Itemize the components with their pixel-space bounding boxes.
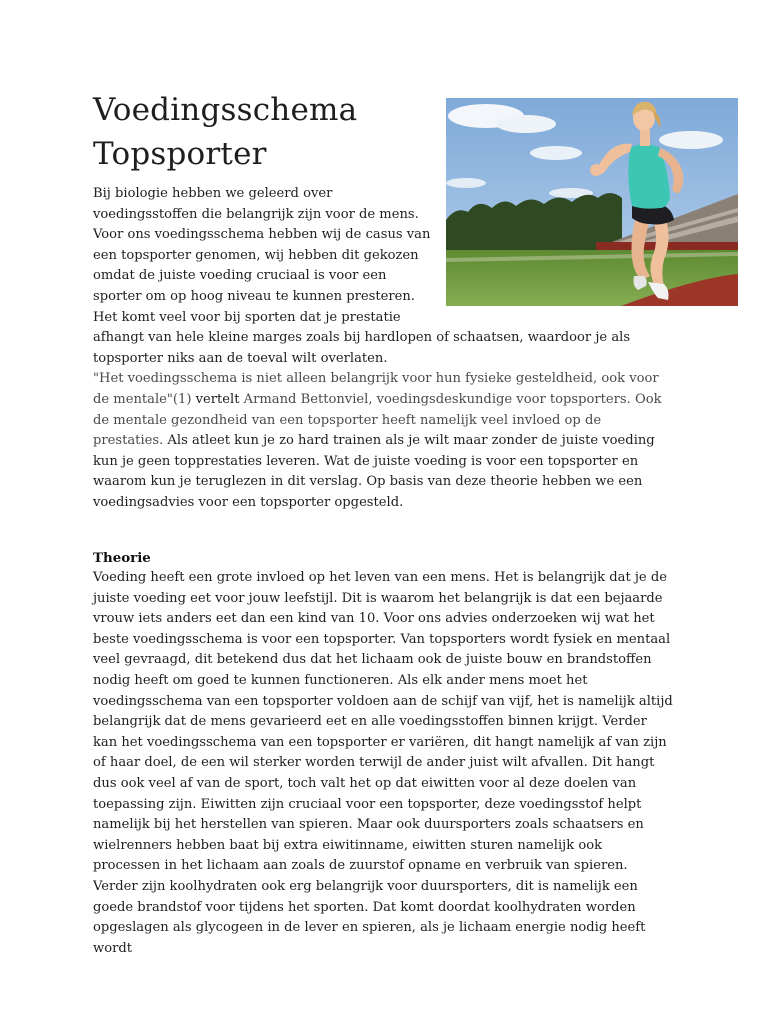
theory-paragraph: Voeding heeft een grote invloed op het leven van een mens. Het is belangrijk dat je de juiste voeding eet voor jouw leefstijl. Dit is waarom het belangrijk is dat een bejaarde vrouw iets anders eet dan een kind van 10. Voor ons advies onderzoeken wij wat het beste voedingsschema is voor een topsporter. Van topsporters wordt fysiek en mentaal veel gevraagd, dit betekend dus dat het lichaam ook de juiste bouw en brandstoffen nodig heeft om goed te kunnen functioneren. Als elk ander mens moet het voedingsschema van een topsporter voldoen aan de schijf van vijf, het is namelijk altijd belangrijk dat de mens gevarieerd eet en alle voedingsstoffen binnen krijgt. Verder kan het voedingsschema van een topsporter er variëren, dit hangt namelijk af van zijn of haar doel, de een wil sterker worden terwijl de ander juist wilt afvallen. Dit hangt dus ook veel af van de sport, toch valt het op dat eiwitten voor al deze doelen van toepassing zijn. Eiwitten zijn cruciaal voor een topsporter, deze voedingsstof helpt namelijk bij het herstellen van spieren. Maar ook duursporters zoals schaatsers en wielrenners hebben baat bij extra eiwitinname, eiwitten sturen namelijk ook processen in het lichaam aan zoals de zuurstof opname en verbruik van spieren. Verder zijn koolhydraten ook erg belangrijk voor duursporters, dit is namelijk een goede brandstof voor tijdens het sporten. Dat komt doordat koolhydraten worden opgeslagen als glycogeen in de lever en spieren, als je lichaam energie nodig heeft wordt <box>93 570 673 956</box>
theory-heading: Theorie <box>93 549 151 566</box>
quote-text-2: Armand Bettonviel, voedingsdeskundige voor topsporters. Ook de mentale gezondheid van een topsporter heeft namelijk veel invloed op de prestaties. <box>93 391 662 449</box>
quote-text-1: "Het voedingsschema is niet alleen belangrijk voor hun fysieke gesteldheid, ook voor de mentale"(1) <box>93 371 659 407</box>
quote-verb: vertelt <box>195 391 240 407</box>
title-line-1: Voedingsschema <box>93 92 358 128</box>
section-spacer <box>93 514 673 548</box>
title-line-2: Topsporter <box>93 136 267 172</box>
runner-photo <box>446 98 738 306</box>
intro-paragraph: Bij biologie hebben we geleerd over voedingsstoffen die belangrijk zijn voor de mens. Voor ons voedingsschema hebben wij de casus van een topsporter genomen, wij hebben dit gekozen omdat de juiste voeding cruciaal is voor een sporter om op hoog niveau te kunnen presteren. Het komt veel voor bij sporten dat je prestatie afhangt van hele kleine marges zoals bij hardlopen of schaatsen, waardoor je als topsporter niks aan de toeval wilt overlaten. <box>93 186 631 366</box>
document-content <box>93 88 673 959</box>
intro-continued: Als atleet kun je zo hard trainen als je wilt maar zonder de juiste voeding kun je geen topprestaties leveren. Wat de juiste voeding is voor een topsporter en waarom kun je teruglezen in dit verslag. Op basis van deze theorie hebben we een voedingsadvies voor een topsporter opgesteld. <box>93 433 655 510</box>
quote-paragraph <box>93 369 673 513</box>
